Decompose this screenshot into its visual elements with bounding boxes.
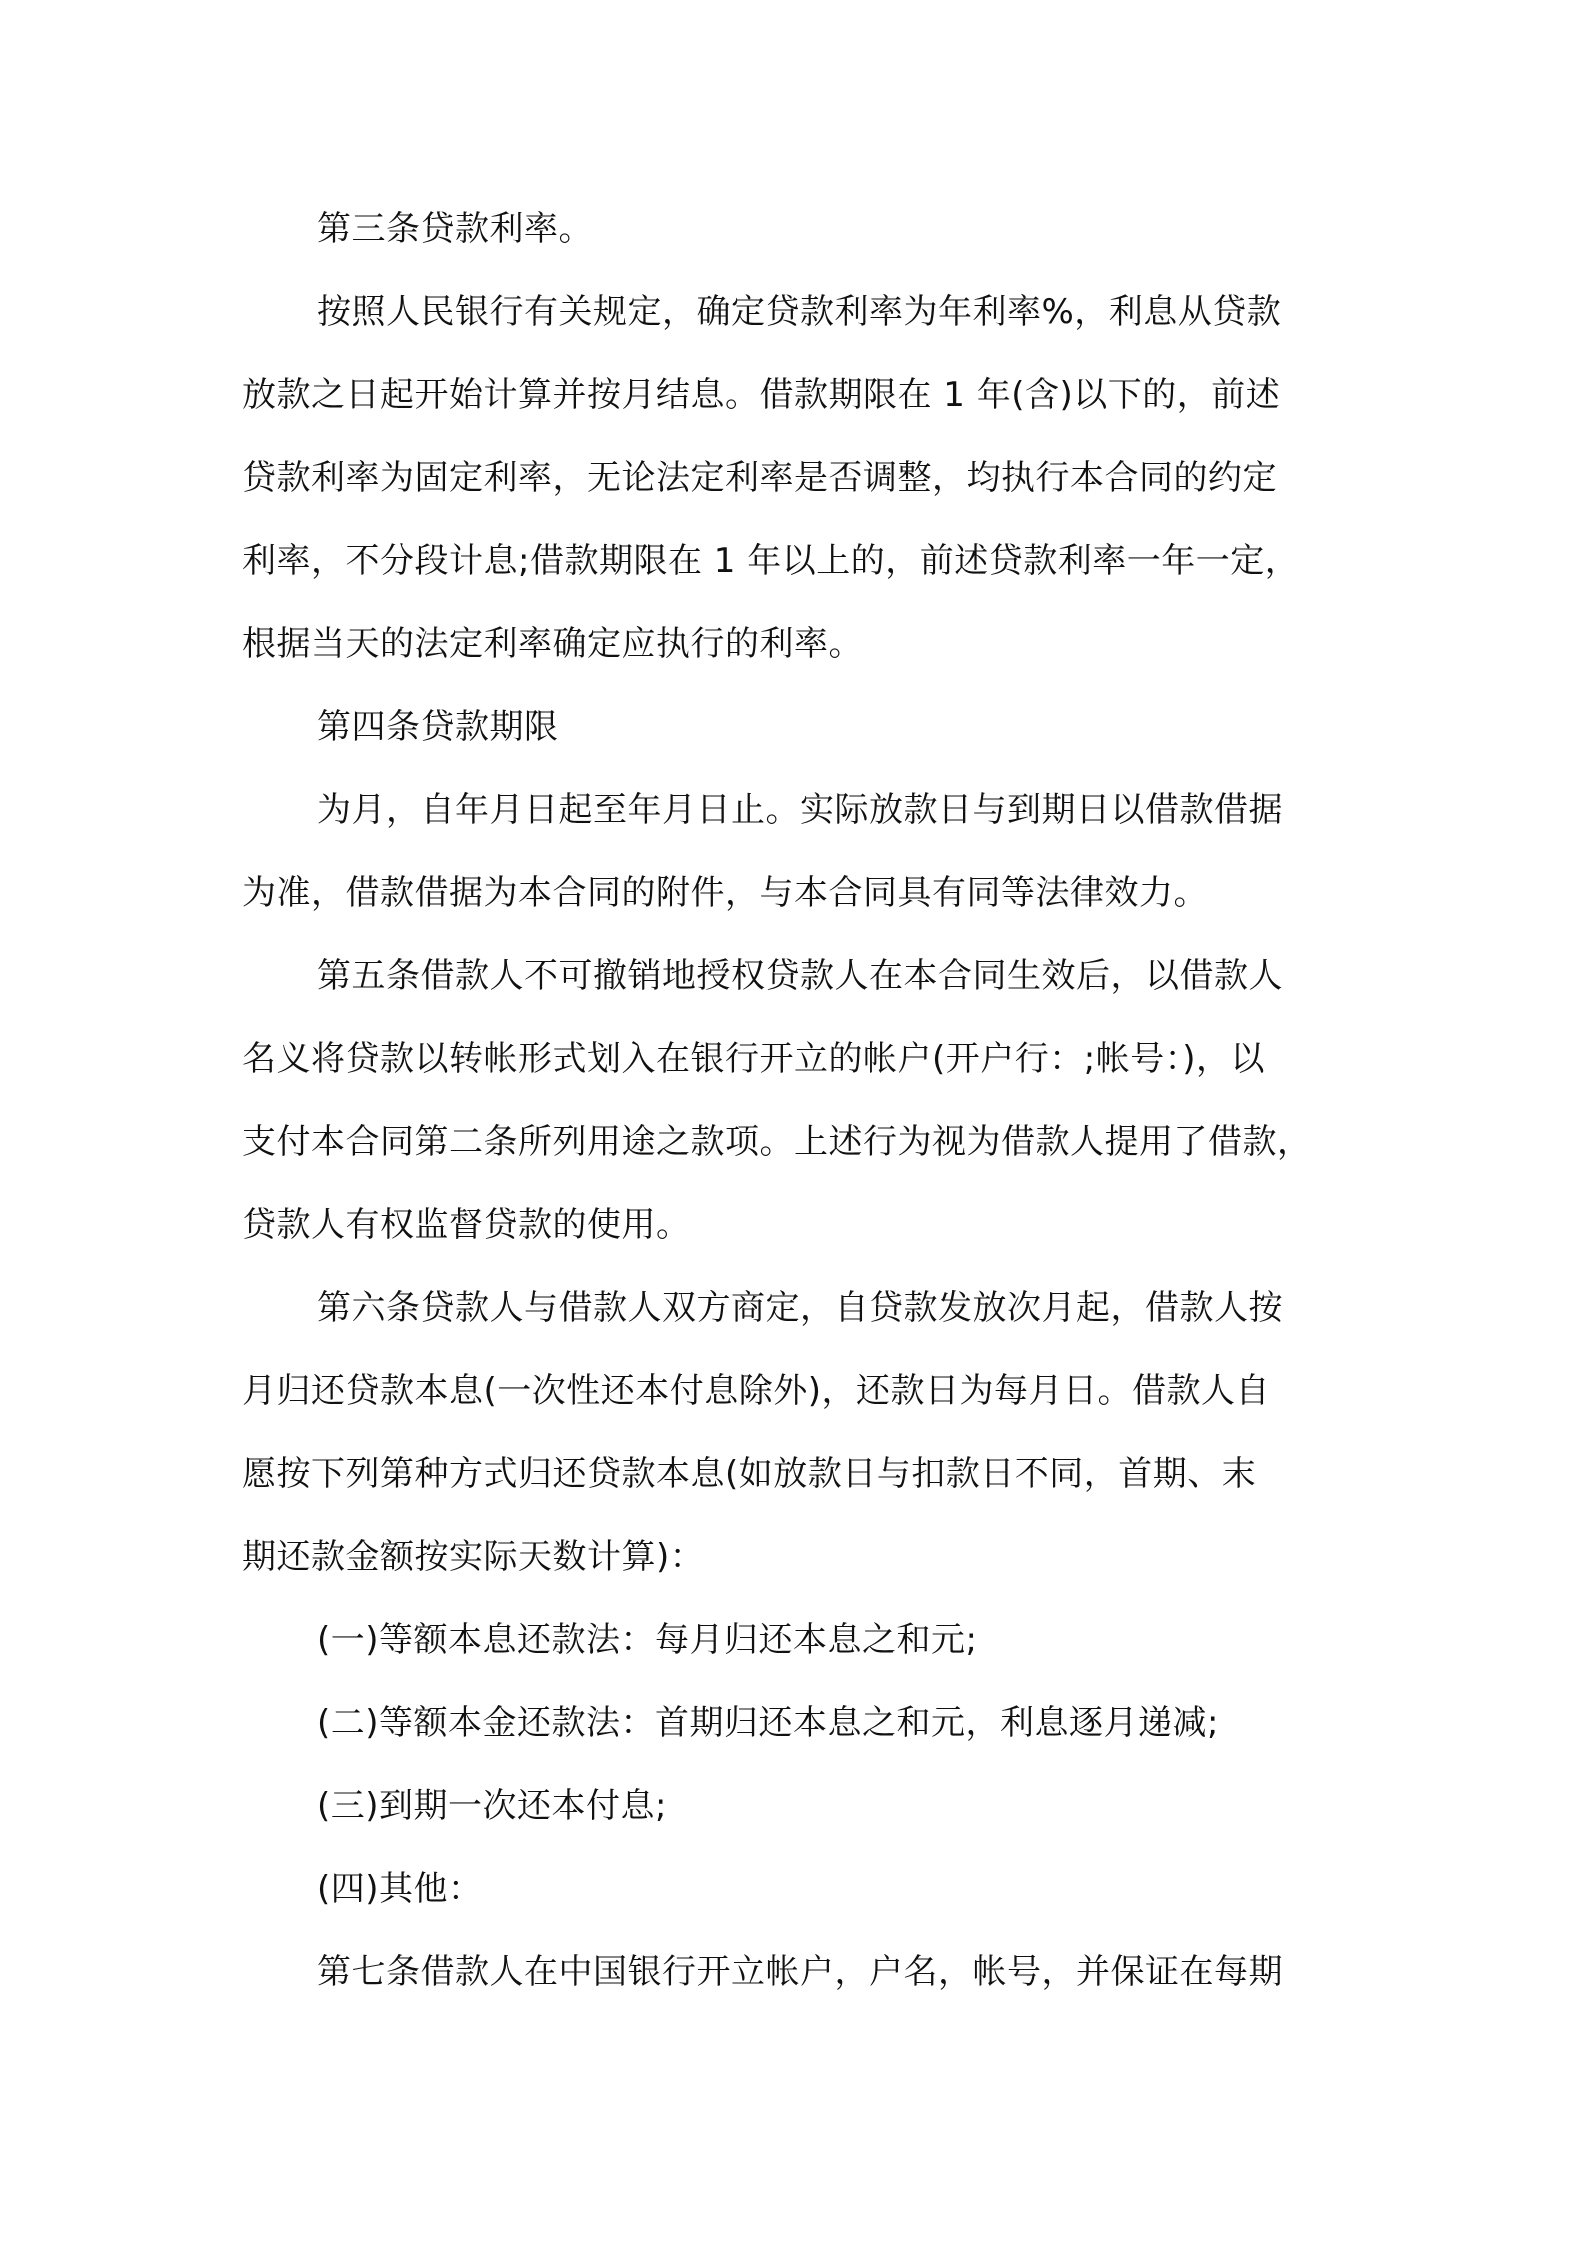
paragraph-article-5: 第五条借款人不可撤销地授权贷款人在本合同生效后，以借款人 xyxy=(317,956,1283,996)
repayment-option-4: (四)其他： xyxy=(317,1869,483,1909)
paragraph-line: 月归还贷款本息(一次性还本付息除外)，还款日为每月日。借款人自 xyxy=(242,1371,1271,1411)
repayment-option-3: (三)到期一次还本付息; xyxy=(317,1786,667,1826)
heading-article-4: 第四条贷款期限 xyxy=(317,707,559,747)
paragraph-line: 为准，借款借据为本合同的附件，与本合同具有同等法律效力。 xyxy=(242,873,1208,913)
paragraph-line: 贷款利率为固定利率，无论法定利率是否调整，均执行本合同的约定 xyxy=(242,458,1277,498)
document-body xyxy=(242,188,1362,2014)
paragraph-line: 贷款人有权监督贷款的使用。 xyxy=(242,1205,691,1245)
paragraph-line: 期还款金额按实际天数计算)： xyxy=(242,1537,705,1577)
repayment-option-2: (二)等额本金还款法：首期归还本息之和元，利息逐月递减; xyxy=(317,1703,1219,1743)
paragraph-line: 支付本合同第二条所列用途之款项。上述行为视为借款人提用了借款， xyxy=(242,1122,1312,1162)
paragraph-line: 愿按下列第种方式归还贷款本息(如放款日与扣款日不同，首期、末 xyxy=(242,1454,1257,1494)
paragraph-line: 按照人民银行有关规定，确定贷款利率为年利率%，利息从贷款 xyxy=(317,292,1282,332)
repayment-option-1: (一)等额本息还款法：每月归还本息之和元; xyxy=(317,1620,978,1660)
paragraph-line: 利率，不分段计息;借款期限在 1 年以上的，前述贷款利率一年一定， xyxy=(242,541,1300,581)
paragraph-line: 根据当天的法定利率确定应执行的利率。 xyxy=(242,624,863,664)
paragraph-article-7: 第七条借款人在中国银行开立帐户，户名，帐号，并保证在每期 xyxy=(317,1952,1283,1992)
heading-article-3: 第三条贷款利率。 xyxy=(317,209,593,249)
paragraph-line: 名义将贷款以转帐形式划入在银行开立的帐户(开户行：;帐号：)，以 xyxy=(242,1039,1265,1079)
paragraph-line: 为月，自年月日起至年月日止。实际放款日与到期日以借款借据 xyxy=(317,790,1283,830)
paragraph-article-6: 第六条贷款人与借款人双方商定，自贷款发放次月起，借款人按 xyxy=(317,1288,1283,1328)
paragraph-line: 放款之日起开始计算并按月结息。借款期限在 1 年(含)以下的，前述 xyxy=(242,375,1281,415)
